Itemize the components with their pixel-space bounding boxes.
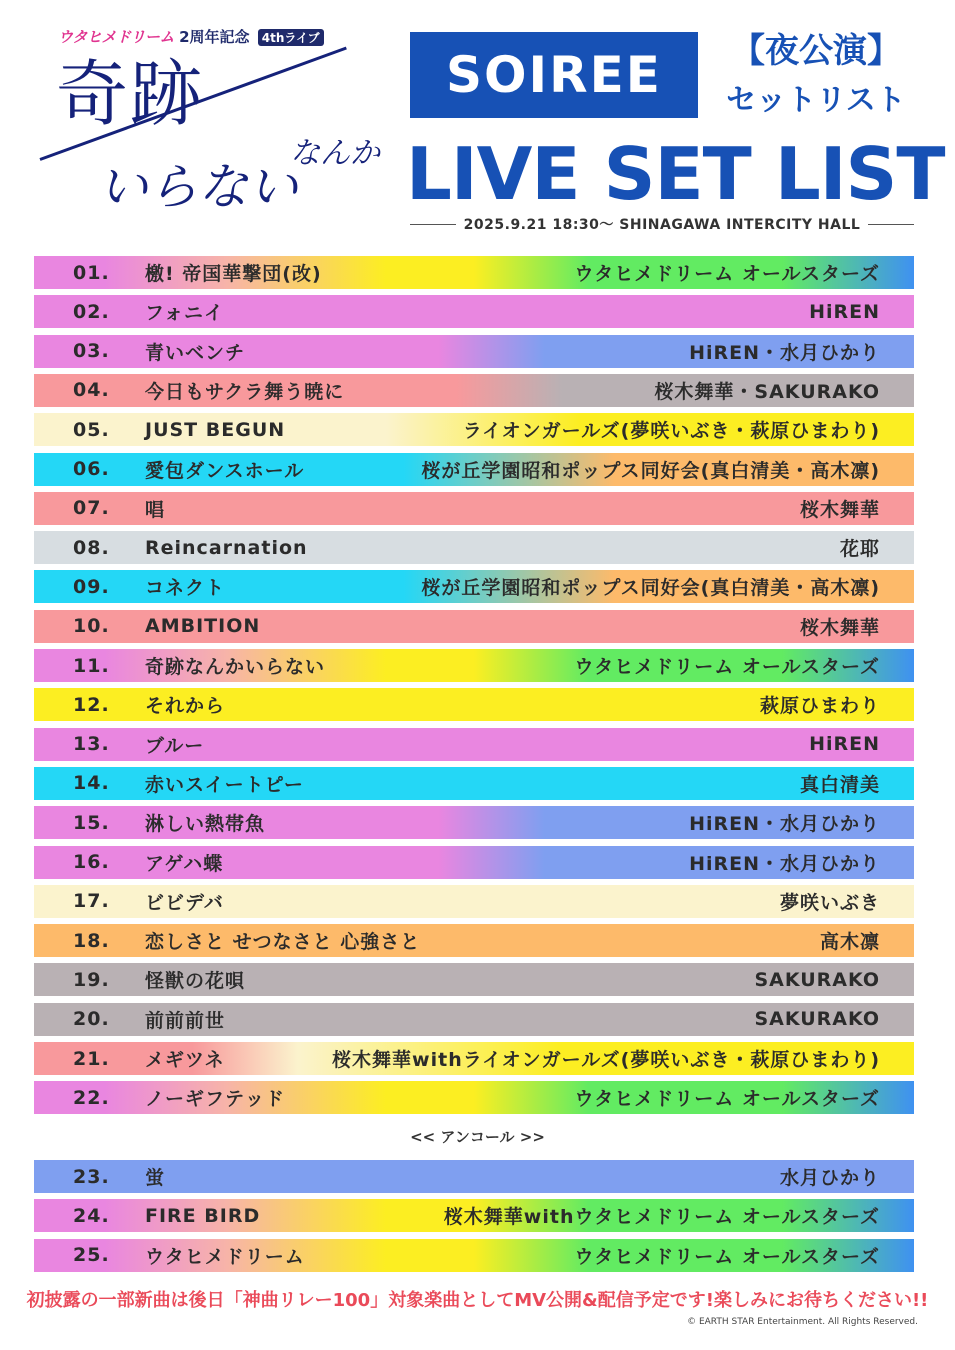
song-number: 01.	[73, 261, 110, 284]
song-row	[34, 335, 914, 368]
song-title: 檄! 帝国華撃団(改)	[145, 263, 322, 285]
song-row	[34, 924, 914, 957]
song-artist: 桜木舞華	[799, 498, 880, 521]
song-number: 08.	[73, 536, 110, 559]
song-title: アゲハ蝶	[145, 852, 224, 875]
event-info: 2025.9.21 18:30〜 SHINAGAWA INTERCITY HALL	[463, 217, 861, 233]
song-title: 前前前世	[145, 1009, 226, 1032]
song-row	[34, 531, 914, 564]
song-row	[34, 453, 914, 486]
divider-right	[868, 224, 914, 225]
song-number: 17.	[73, 890, 110, 913]
song-row	[34, 492, 914, 525]
song-number: 22.	[73, 1086, 110, 1109]
song-row	[34, 767, 914, 800]
song-title: 今日もサクラ舞う暁に	[145, 380, 345, 403]
song-number: 10.	[73, 615, 110, 638]
song-artist: HiREN・水月ひかり	[689, 341, 880, 364]
song-number: 02.	[73, 300, 110, 323]
song-number: 21.	[73, 1047, 110, 1070]
song-number: 12.	[73, 693, 110, 716]
song-number: 23.	[73, 1165, 110, 1188]
performance-label: 【夜公演】	[731, 31, 901, 71]
song-title: ブルー	[145, 734, 205, 757]
song-title: JUST BEGUN	[145, 418, 286, 441]
song-row	[34, 1003, 914, 1036]
song-title: Reincarnation	[145, 536, 308, 559]
song-number: 11.	[73, 654, 110, 677]
song-row	[34, 688, 914, 721]
live-set-list-heading: LIVE SET LIST	[406, 132, 945, 216]
song-title: ノーギフテッド	[145, 1088, 286, 1111]
song-title: 青いベンチ	[145, 341, 246, 364]
song-artist: 水月ひかり	[779, 1167, 880, 1189]
song-number: 25.	[73, 1244, 110, 1267]
song-number: 24.	[73, 1204, 110, 1227]
notice-text: 初披露の一部新曲は後日「神曲リレー100」対象楽曲としてMV公開&配信予定です!楽しみにお待ちください!!	[26, 1290, 929, 1311]
song-title: 奇跡なんかいらない	[145, 656, 326, 678]
header	[0, 0, 955, 245]
song-artist: ウタヒメドリーム オールスターズ	[574, 1245, 880, 1268]
song-row	[34, 256, 914, 289]
song-title: 蛍	[145, 1167, 166, 1189]
song-artist: SAKURAKO	[754, 968, 880, 991]
song-title: メギツネ	[145, 1049, 225, 1071]
song-artist: 夢咲いぶき	[779, 891, 880, 914]
song-number: 15.	[73, 811, 110, 834]
divider-left	[410, 224, 456, 225]
song-title: 恋しさと せつなさと 心強さと	[145, 931, 421, 954]
song-row	[34, 846, 914, 879]
live-title-line1: 奇跡	[56, 52, 205, 136]
song-artist: 高木凛	[819, 931, 880, 954]
live-tag: 4thライブ	[258, 29, 324, 46]
song-artist: HiREN	[809, 300, 880, 323]
setlist-label: セットリスト	[726, 83, 906, 118]
song-title: それから	[145, 695, 226, 718]
song-artist: ウタヒメドリーム オールスターズ	[574, 263, 880, 285]
song-artist: 桜木舞華・SAKURAKO	[654, 380, 880, 403]
song-row	[34, 885, 914, 918]
song-row	[34, 1042, 914, 1075]
song-artist: HiREN	[809, 733, 880, 756]
song-number: 07.	[73, 497, 110, 520]
song-row	[34, 570, 914, 603]
song-artist: 真白清美	[799, 773, 880, 796]
live-title-line2: なんか	[290, 136, 380, 171]
song-row	[34, 295, 914, 328]
song-number: 03.	[73, 340, 110, 363]
brand-logo: ウタヒメドリーム	[58, 28, 174, 46]
song-artist: 桜が丘学園昭和ポップス同好会(真白清美・高木凛)	[421, 459, 880, 482]
anniversary-text: 2周年記念	[179, 28, 250, 46]
song-title: 淋しい熱帯魚	[145, 813, 266, 836]
song-number: 06.	[73, 458, 110, 480]
song-artist: HiREN・水月ひかり	[689, 852, 880, 875]
song-title: 怪獣の花唄	[145, 970, 246, 993]
song-row	[34, 1199, 914, 1232]
song-number: 13.	[73, 733, 110, 756]
song-artist: 桜木舞華withウタヒメドリーム オールスターズ	[443, 1206, 880, 1229]
song-number: 05.	[73, 418, 110, 441]
song-title: FIRE BIRD	[145, 1204, 261, 1227]
song-number: 20.	[73, 1008, 110, 1031]
song-title: 唱	[145, 498, 166, 521]
copyright: © EARTH STAR Entertainment. All Rights Reserved.	[687, 1317, 918, 1327]
song-artist: ライオンガールズ(夢咲いぶき・萩原ひまわり)	[462, 420, 880, 443]
song-title: ビビデバ	[145, 891, 224, 914]
song-number: 14.	[73, 772, 110, 795]
song-row	[34, 728, 914, 761]
song-artist: 桜が丘学園昭和ポップス同好会(真白清美・高木凛)	[421, 577, 880, 600]
song-title: コネクト	[145, 577, 226, 600]
song-row	[34, 1081, 914, 1114]
song-row	[34, 1239, 914, 1272]
song-artist: 萩原ひまわり	[759, 695, 880, 718]
live-title-line3: いらない	[98, 158, 298, 216]
song-artist: SAKURAKO	[754, 1008, 880, 1031]
encore-label: << アンコール >>	[410, 1128, 545, 1146]
song-artist: ウタヒメドリーム オールスターズ	[574, 1088, 880, 1111]
event-banner	[58, 26, 324, 47]
song-number: 19.	[73, 968, 110, 991]
song-title: 愛包ダンスホール	[145, 459, 305, 482]
song-row	[34, 413, 914, 446]
song-row	[34, 806, 914, 839]
soiree-label: SOIREE	[410, 32, 698, 118]
song-artist: 桜木舞華	[799, 616, 880, 639]
song-number: 16.	[73, 851, 110, 873]
song-number: 09.	[73, 575, 110, 598]
song-row	[34, 649, 914, 682]
song-title: AMBITION	[145, 615, 261, 638]
song-row	[34, 610, 914, 643]
song-row	[34, 374, 914, 407]
song-title: ウタヒメドリーム	[145, 1245, 305, 1268]
song-number: 04.	[73, 379, 110, 402]
song-artist: 桜木舞華withライオンガールズ(夢咲いぶき・萩原ひまわり)	[332, 1049, 880, 1071]
song-title: 赤いスイートピー	[145, 773, 304, 796]
song-artist: ウタヒメドリーム オールスターズ	[574, 656, 880, 678]
song-title: フォニイ	[145, 302, 225, 325]
song-number: 18.	[73, 929, 110, 952]
song-row	[34, 1160, 914, 1193]
song-row	[34, 963, 914, 996]
event-info-row	[410, 214, 914, 234]
song-artist: HiREN・水月ひかり	[689, 813, 880, 836]
song-artist: 花耶	[839, 538, 880, 561]
